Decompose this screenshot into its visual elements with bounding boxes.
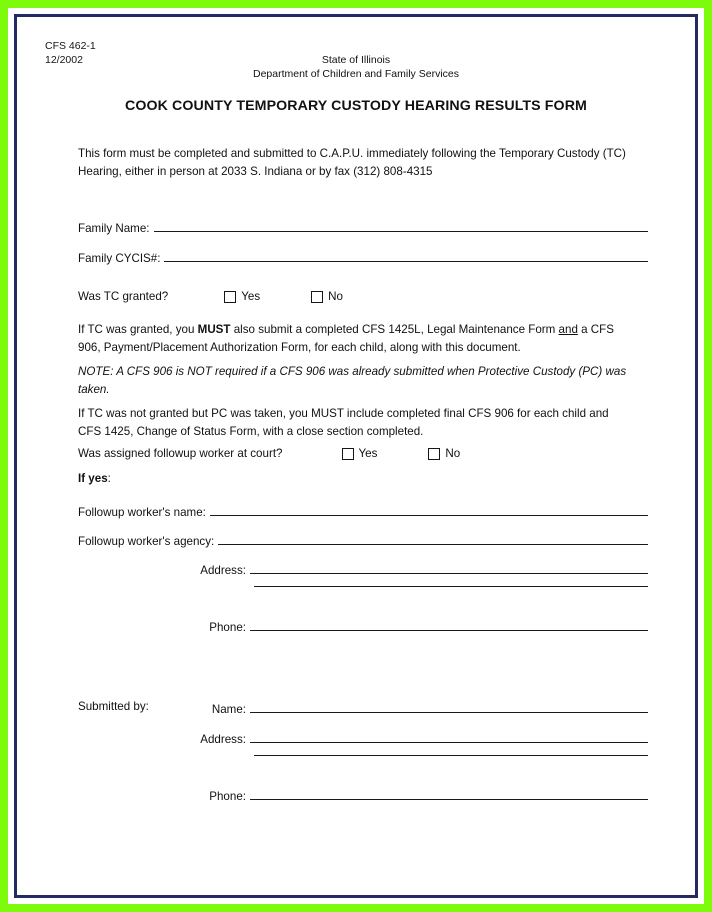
if-yes-colon: : bbox=[107, 472, 111, 485]
submitted-address-input-line[interactable] bbox=[250, 729, 648, 743]
followup-address-input-line-2[interactable] bbox=[254, 586, 648, 587]
instruction-note: NOTE: A CFS 906 is NOT required if a CFS 906 was already submitted when Protective Custody (PC) was taken. bbox=[78, 365, 627, 396]
field-followup-worker-agency bbox=[78, 531, 648, 549]
instruction-tc-not-granted: If TC was not granted but PC was taken, you MUST include completed final CFS 906 for each child and CFS 1425, Change of Status Form, with a close section completed. bbox=[78, 407, 609, 438]
submitted-name-input-line[interactable] bbox=[250, 699, 648, 713]
field-label-followup-worker-agency: Followup worker's agency: bbox=[78, 535, 215, 548]
field-submitted-name bbox=[78, 699, 648, 717]
question-tc-granted bbox=[78, 290, 343, 303]
instruction-submission: This form must be completed and submitted to C.A.P.U. immediately following the Temporary Custody (TC) Hearing, either in person at 2033 S. Indiana or by fax (312) 808-4315 bbox=[78, 147, 626, 178]
form-number: CFS 462-1 bbox=[45, 40, 96, 52]
followup-at-court-yes-option[interactable] bbox=[342, 447, 378, 460]
document-page bbox=[19, 19, 693, 893]
instruction-tc-granted bbox=[78, 321, 630, 356]
tc-granted-yes-option[interactable] bbox=[224, 290, 260, 303]
tc-granted-text-prefix: If TC was granted, you bbox=[78, 323, 198, 336]
tc-granted-no-option[interactable] bbox=[311, 290, 343, 303]
field-label-followup-phone: Phone: bbox=[209, 621, 246, 634]
field-label-family-name: Family Name: bbox=[78, 222, 150, 235]
field-label-followup-address: Address: bbox=[200, 564, 246, 577]
family-cycis-input-line[interactable] bbox=[164, 248, 648, 262]
followup-worker-agency-input-line[interactable] bbox=[218, 531, 648, 545]
checkbox-tc-granted-no[interactable] bbox=[311, 291, 323, 303]
form-revision-date: 12/2002 bbox=[45, 54, 83, 66]
if-yes-label: If yes bbox=[78, 472, 108, 485]
label-tc-granted-no: No bbox=[328, 290, 343, 303]
field-submitted-phone bbox=[78, 786, 648, 804]
checkbox-followup-at-court-no[interactable] bbox=[428, 448, 440, 460]
agency-state: State of Illinois bbox=[321, 54, 391, 66]
field-followup-phone bbox=[78, 617, 648, 635]
question-followup-at-court bbox=[78, 447, 460, 460]
tc-granted-and-emphasis: and bbox=[558, 323, 578, 336]
field-label-family-cycis: Family CYCIS#: bbox=[78, 252, 161, 265]
label-followup-at-court-no: No bbox=[445, 447, 461, 460]
question-label-followup-at-court: Was assigned followup worker at court? bbox=[78, 447, 283, 460]
question-label-tc-granted: Was TC granted? bbox=[78, 290, 169, 303]
checkbox-followup-at-court-yes[interactable] bbox=[342, 448, 354, 460]
field-label-submitted-phone: Phone: bbox=[209, 790, 246, 803]
field-submitted-address bbox=[78, 729, 648, 747]
tc-granted-text-suffix: a CFS 906, Payment/Placement Authorization Form, for each child, along with this document. bbox=[78, 323, 614, 354]
if-yes-heading bbox=[78, 472, 111, 485]
agency-department: Department of Children and Family Services bbox=[252, 68, 459, 80]
checkbox-tc-granted-yes[interactable] bbox=[224, 291, 236, 303]
tc-granted-text-middle: also submit a completed CFS 1425L, Legal Maintenance Form bbox=[230, 323, 559, 336]
submitted-address-input-line-2[interactable] bbox=[254, 755, 648, 756]
label-tc-granted-yes: Yes bbox=[241, 290, 261, 303]
field-family-name bbox=[78, 218, 648, 236]
followup-phone-input-line[interactable] bbox=[250, 617, 648, 631]
field-family-cycis bbox=[78, 248, 648, 266]
field-label-submitted-name: Name: bbox=[211, 703, 246, 716]
submitted-phone-input-line[interactable] bbox=[250, 786, 648, 800]
submitted-by-label: Submitted by: bbox=[78, 700, 149, 713]
page-title: COOK COUNTY TEMPORARY CUSTODY HEARING RESULTS FORM bbox=[125, 98, 587, 114]
field-label-followup-worker-name: Followup worker's name: bbox=[78, 506, 206, 519]
followup-address-input-line[interactable] bbox=[250, 560, 648, 574]
followup-at-court-no-option[interactable] bbox=[428, 447, 460, 460]
tc-granted-must-emphasis: MUST bbox=[197, 323, 231, 336]
family-name-input-line[interactable] bbox=[154, 218, 648, 232]
field-followup-address bbox=[78, 560, 648, 578]
field-label-submitted-address: Address: bbox=[200, 733, 246, 746]
followup-worker-name-input-line[interactable] bbox=[210, 502, 648, 516]
agency-header bbox=[19, 53, 693, 81]
field-followup-worker-name bbox=[78, 502, 648, 520]
label-followup-at-court-yes: Yes bbox=[358, 447, 378, 460]
